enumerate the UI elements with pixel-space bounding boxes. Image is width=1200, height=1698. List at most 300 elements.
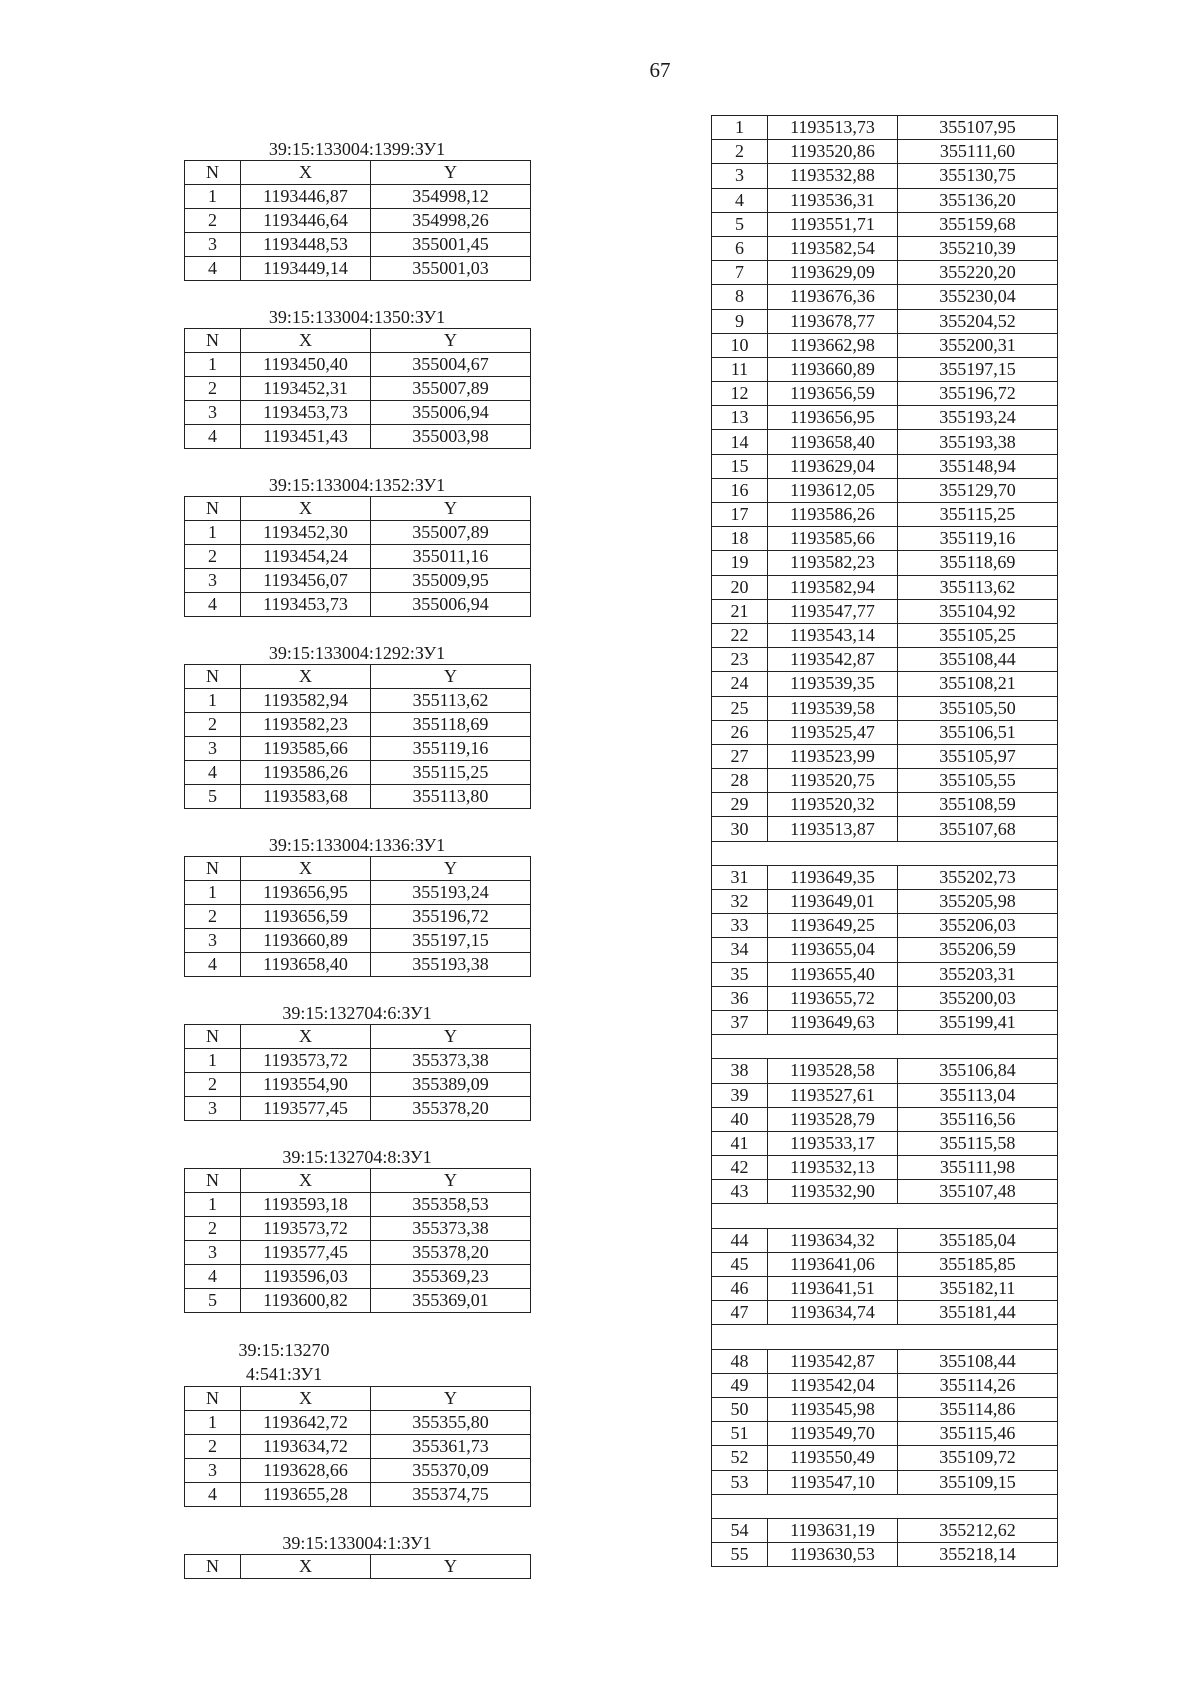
header-y: Y: [371, 665, 531, 689]
empty-cell: [712, 1035, 1058, 1059]
point-number: 49: [712, 1373, 768, 1397]
x-value: 1193642,72: [241, 1411, 371, 1435]
header-row: [185, 161, 531, 185]
point-number: 4: [185, 257, 241, 281]
header-y: Y: [371, 161, 531, 185]
separator-row: [712, 1204, 1058, 1228]
header-row: [185, 857, 531, 881]
point-number: 41: [712, 1131, 768, 1155]
x-value: 1193582,23: [768, 551, 898, 575]
table-row: [712, 1543, 1058, 1567]
x-value: 1193547,10: [768, 1470, 898, 1494]
x-value: 1193525,47: [768, 720, 898, 744]
parcel-block: [184, 642, 530, 809]
x-value: 1193582,94: [241, 689, 371, 713]
point-number: 2: [185, 1435, 241, 1459]
table-row: [185, 593, 531, 617]
x-value: 1193662,98: [768, 333, 898, 357]
y-value: 355001,03: [371, 257, 531, 281]
point-number: 43: [712, 1180, 768, 1204]
table-row: [712, 1010, 1058, 1034]
y-value: 355358,53: [371, 1193, 531, 1217]
table-row: [712, 527, 1058, 551]
table-row: [712, 1083, 1058, 1107]
x-value: 1193660,89: [241, 929, 371, 953]
table-row: [185, 785, 531, 809]
point-number: 4: [185, 761, 241, 785]
table-row: [712, 406, 1058, 430]
point-number: 1: [185, 353, 241, 377]
x-value: 1193452,31: [241, 377, 371, 401]
point-number: 45: [712, 1252, 768, 1276]
point-number: 37: [712, 1010, 768, 1034]
table-row: [185, 257, 531, 281]
point-number: 22: [712, 623, 768, 647]
parcel-block: [184, 1002, 530, 1121]
x-value: 1193629,09: [768, 261, 898, 285]
table-row: [712, 1397, 1058, 1421]
x-value: 1193513,73: [768, 116, 898, 140]
y-value: 355115,25: [371, 761, 531, 785]
y-value: 355006,94: [371, 593, 531, 617]
point-number: 3: [185, 1241, 241, 1265]
table-row: [712, 720, 1058, 744]
x-value: 1193676,36: [768, 285, 898, 309]
x-value: 1193582,23: [241, 713, 371, 737]
point-number: 17: [712, 503, 768, 527]
parcel-caption: 39:15:133004:1292:ЗУ1: [268, 643, 446, 663]
table-row: [712, 1228, 1058, 1252]
parcel-block: [184, 834, 530, 977]
point-number: 51: [712, 1422, 768, 1446]
table-row: [185, 353, 531, 377]
table-row: [712, 865, 1058, 889]
y-value: 355113,80: [371, 785, 531, 809]
point-number: 40: [712, 1107, 768, 1131]
parcel-block: [184, 474, 530, 617]
x-value: 1193656,59: [241, 905, 371, 929]
point-number: 10: [712, 333, 768, 357]
x-value: 1193446,87: [241, 185, 371, 209]
y-value: 355114,86: [898, 1397, 1058, 1421]
separator-row: [712, 1035, 1058, 1059]
separator-row: [712, 841, 1058, 865]
parcel-caption: 39:15:133004:1352:ЗУ1: [268, 475, 446, 495]
x-value: 1193655,28: [241, 1483, 371, 1507]
parcel-caption: 39:15:133004:1399:ЗУ1: [268, 139, 446, 159]
point-number: 3: [712, 164, 768, 188]
table-row: [185, 377, 531, 401]
point-number: 52: [712, 1446, 768, 1470]
table-row: [712, 1107, 1058, 1131]
point-number: 3: [185, 929, 241, 953]
y-value: 355203,31: [898, 962, 1058, 986]
empty-cell: [712, 841, 1058, 865]
point-number: 32: [712, 890, 768, 914]
y-value: 355107,95: [898, 116, 1058, 140]
point-number: 29: [712, 793, 768, 817]
y-value: 355105,50: [898, 696, 1058, 720]
point-number: 5: [712, 212, 768, 236]
x-value: 1193520,32: [768, 793, 898, 817]
y-value: 355230,04: [898, 285, 1058, 309]
y-value: 355105,55: [898, 769, 1058, 793]
point-number: 27: [712, 744, 768, 768]
table-row: [712, 1373, 1058, 1397]
x-value: 1193586,26: [768, 503, 898, 527]
x-value: 1193629,04: [768, 454, 898, 478]
point-number: 15: [712, 454, 768, 478]
coordinates-table: [184, 496, 531, 617]
coordinates-table: [184, 856, 531, 977]
y-value: 354998,26: [371, 209, 531, 233]
point-number: 44: [712, 1228, 768, 1252]
table-row: [185, 209, 531, 233]
header-y: Y: [371, 329, 531, 353]
point-number: 26: [712, 720, 768, 744]
table-row: [712, 890, 1058, 914]
table-row: [185, 761, 531, 785]
y-value: 355113,04: [898, 1083, 1058, 1107]
parcel-block: [184, 1338, 530, 1507]
point-number: 39: [712, 1083, 768, 1107]
x-value: 1193545,98: [768, 1397, 898, 1421]
point-number: 13: [712, 406, 768, 430]
table-row: [185, 233, 531, 257]
point-number: 1: [185, 1411, 241, 1435]
x-value: 1193450,40: [241, 353, 371, 377]
separator-row: [712, 1325, 1058, 1349]
x-value: 1193582,94: [768, 575, 898, 599]
table-row: [185, 1097, 531, 1121]
y-value: 355106,51: [898, 720, 1058, 744]
y-value: 355006,94: [371, 401, 531, 425]
table-row: [712, 1518, 1058, 1542]
x-value: 1193446,64: [241, 209, 371, 233]
y-value: 355202,73: [898, 865, 1058, 889]
x-value: 1193539,58: [768, 696, 898, 720]
x-value: 1193631,19: [768, 1518, 898, 1542]
y-value: 355111,98: [898, 1156, 1058, 1180]
table-row: [185, 713, 531, 737]
point-number: 20: [712, 575, 768, 599]
table-row: [712, 454, 1058, 478]
x-value: 1193547,77: [768, 599, 898, 623]
table-row: [712, 1131, 1058, 1155]
point-number: 12: [712, 382, 768, 406]
x-value: 1193536,31: [768, 188, 898, 212]
header-x: X: [241, 161, 371, 185]
table-row: [185, 1289, 531, 1313]
x-value: 1193527,61: [768, 1083, 898, 1107]
point-number: 1: [185, 185, 241, 209]
table-row: [712, 575, 1058, 599]
y-value: 355159,68: [898, 212, 1058, 236]
x-value: 1193655,04: [768, 938, 898, 962]
table-row: [712, 309, 1058, 333]
table-row: [712, 1252, 1058, 1276]
table-row: [712, 285, 1058, 309]
y-value: 355119,16: [371, 737, 531, 761]
point-number: 42: [712, 1156, 768, 1180]
table-row: [185, 569, 531, 593]
table-row: [712, 938, 1058, 962]
parcel-block: [184, 1532, 530, 1579]
table-row: [712, 648, 1058, 672]
point-number: 4: [185, 953, 241, 977]
y-value: 355104,92: [898, 599, 1058, 623]
header-y: Y: [371, 1025, 531, 1049]
table-row: [712, 817, 1058, 841]
y-value: 355193,24: [898, 406, 1058, 430]
y-value: 355210,39: [898, 236, 1058, 260]
table-row: [712, 333, 1058, 357]
y-value: 355107,48: [898, 1180, 1058, 1204]
x-value: 1193583,68: [241, 785, 371, 809]
x-value: 1193539,35: [768, 672, 898, 696]
header-x: X: [241, 1555, 371, 1579]
header-y: Y: [371, 497, 531, 521]
point-number: 31: [712, 865, 768, 889]
header-row: [185, 329, 531, 353]
header-row: [185, 1387, 531, 1411]
right-column: [711, 115, 1058, 1567]
x-value: 1193520,86: [768, 140, 898, 164]
y-value: 355373,38: [371, 1217, 531, 1241]
empty-cell: [712, 1204, 1058, 1228]
point-number: 1: [712, 116, 768, 140]
table-row: [185, 689, 531, 713]
point-number: 55: [712, 1543, 768, 1567]
point-number: 14: [712, 430, 768, 454]
table-row: [185, 905, 531, 929]
table-row: [712, 503, 1058, 527]
y-value: 355114,26: [898, 1373, 1058, 1397]
x-value: 1193586,26: [241, 761, 371, 785]
x-value: 1193658,40: [768, 430, 898, 454]
parcel-caption: 39:15:133004:1336:ЗУ1: [268, 835, 446, 855]
x-value: 1193542,87: [768, 648, 898, 672]
y-value: 355193,38: [898, 430, 1058, 454]
table-row: [712, 1349, 1058, 1373]
coordinates-table: [184, 664, 531, 809]
table-row: [185, 545, 531, 569]
table-row: [185, 1241, 531, 1265]
y-value: 355115,58: [898, 1131, 1058, 1155]
y-value: 355193,38: [371, 953, 531, 977]
point-number: 2: [712, 140, 768, 164]
x-value: 1193532,90: [768, 1180, 898, 1204]
table-row: [712, 357, 1058, 381]
point-number: 4: [712, 188, 768, 212]
y-value: 355118,69: [898, 551, 1058, 575]
point-number: 53: [712, 1470, 768, 1494]
header-n: N: [185, 161, 241, 185]
x-value: 1193542,04: [768, 1373, 898, 1397]
y-value: 355109,15: [898, 1470, 1058, 1494]
table-row: [712, 1277, 1058, 1301]
y-value: 355204,52: [898, 309, 1058, 333]
table-row: [185, 1459, 531, 1483]
x-value: 1193577,45: [241, 1241, 371, 1265]
table-row: [712, 116, 1058, 140]
header-row: [185, 497, 531, 521]
y-value: 355105,97: [898, 744, 1058, 768]
point-number: 1: [185, 1049, 241, 1073]
y-value: 355200,03: [898, 986, 1058, 1010]
table-row: [712, 382, 1058, 406]
x-value: 1193596,03: [241, 1265, 371, 1289]
table-row: [712, 1301, 1058, 1325]
y-value: 355206,59: [898, 938, 1058, 962]
point-number: 34: [712, 938, 768, 962]
header-x: X: [241, 1025, 371, 1049]
x-value: 1193528,79: [768, 1107, 898, 1131]
x-value: 1193520,75: [768, 769, 898, 793]
parcel-caption: 39:15:132704:6:ЗУ1: [282, 1003, 432, 1023]
table-row: [185, 737, 531, 761]
empty-cell: [712, 1325, 1058, 1349]
parcel-caption: 39:15:133004:1350:ЗУ1: [268, 307, 446, 327]
point-number: 2: [185, 545, 241, 569]
x-value: 1193542,87: [768, 1349, 898, 1373]
x-value: 1193612,05: [768, 478, 898, 502]
table-row: [712, 212, 1058, 236]
y-value: 355369,01: [371, 1289, 531, 1313]
coordinates-table: [184, 1168, 531, 1313]
point-number: 16: [712, 478, 768, 502]
y-value: 355370,09: [371, 1459, 531, 1483]
header-n: N: [185, 857, 241, 881]
header-row: [185, 1555, 531, 1579]
table-row: [712, 914, 1058, 938]
header-row: [185, 1169, 531, 1193]
header-n: N: [185, 1169, 241, 1193]
y-value: 355136,20: [898, 188, 1058, 212]
table-row: [185, 1483, 531, 1507]
y-value: 355108,59: [898, 793, 1058, 817]
point-number: 5: [185, 785, 241, 809]
empty-cell: [712, 1494, 1058, 1518]
y-value: 355009,95: [371, 569, 531, 593]
table-row: [185, 185, 531, 209]
point-number: 3: [185, 737, 241, 761]
point-number: 48: [712, 1349, 768, 1373]
x-value: 1193453,73: [241, 401, 371, 425]
table-row: [185, 425, 531, 449]
point-number: 35: [712, 962, 768, 986]
header-row: [185, 1025, 531, 1049]
point-number: 19: [712, 551, 768, 575]
table-row: [712, 1156, 1058, 1180]
y-value: 355378,20: [371, 1241, 531, 1265]
y-value: 355182,11: [898, 1277, 1058, 1301]
table-row: [712, 696, 1058, 720]
point-number: 18: [712, 527, 768, 551]
point-number: 2: [185, 713, 241, 737]
table-row: [712, 1059, 1058, 1083]
y-value: 355116,56: [898, 1107, 1058, 1131]
x-value: 1193532,88: [768, 164, 898, 188]
table-row: [712, 478, 1058, 502]
y-value: 355007,89: [371, 521, 531, 545]
x-value: 1193533,17: [768, 1131, 898, 1155]
point-number: 2: [185, 1073, 241, 1097]
y-value: 355108,21: [898, 672, 1058, 696]
header-n: N: [185, 329, 241, 353]
x-value: 1193593,18: [241, 1193, 371, 1217]
y-value: 355197,15: [371, 929, 531, 953]
table-row: [185, 1411, 531, 1435]
point-number: 47: [712, 1301, 768, 1325]
x-value: 1193660,89: [768, 357, 898, 381]
y-value: 355108,44: [898, 648, 1058, 672]
y-value: 355220,20: [898, 261, 1058, 285]
table-row: [185, 401, 531, 425]
x-value: 1193628,66: [241, 1459, 371, 1483]
parcel-caption: 39:15:132704:8:ЗУ1: [282, 1147, 432, 1167]
x-value: 1193658,40: [241, 953, 371, 977]
separator-row: [712, 1494, 1058, 1518]
parcel-block: [184, 306, 530, 449]
table-row: [185, 521, 531, 545]
y-value: 355389,09: [371, 1073, 531, 1097]
point-number: 11: [712, 357, 768, 381]
y-value: 355106,84: [898, 1059, 1058, 1083]
table-row: [712, 769, 1058, 793]
y-value: 355185,04: [898, 1228, 1058, 1252]
header-x: X: [241, 1169, 371, 1193]
page-number: 67: [649, 58, 671, 82]
point-number: 4: [185, 593, 241, 617]
x-value: 1193554,90: [241, 1073, 371, 1097]
point-number: 9: [712, 309, 768, 333]
header-x: X: [241, 857, 371, 881]
point-number: 1: [185, 881, 241, 905]
y-value: 355355,80: [371, 1411, 531, 1435]
y-value: 355003,98: [371, 425, 531, 449]
x-value: 1193452,30: [241, 521, 371, 545]
x-value: 1193449,14: [241, 257, 371, 281]
x-value: 1193634,72: [241, 1435, 371, 1459]
x-value: 1193528,58: [768, 1059, 898, 1083]
point-number: 2: [185, 1217, 241, 1241]
y-value: 355199,41: [898, 1010, 1058, 1034]
point-number: 21: [712, 599, 768, 623]
y-value: 355378,20: [371, 1097, 531, 1121]
x-value: 1193655,72: [768, 986, 898, 1010]
x-value: 1193649,63: [768, 1010, 898, 1034]
table-row: [185, 1435, 531, 1459]
x-value: 1193656,59: [768, 382, 898, 406]
y-value: 355118,69: [371, 713, 531, 737]
y-value: 355011,16: [371, 545, 531, 569]
x-value: 1193549,70: [768, 1422, 898, 1446]
y-value: 355361,73: [371, 1435, 531, 1459]
y-value: 355185,85: [898, 1252, 1058, 1276]
header-row: [185, 665, 531, 689]
table-row: [712, 962, 1058, 986]
y-value: 355196,72: [898, 382, 1058, 406]
y-value: 355206,03: [898, 914, 1058, 938]
x-value: 1193550,49: [768, 1446, 898, 1470]
point-number: 3: [185, 401, 241, 425]
table-row: [185, 929, 531, 953]
point-number: 8: [712, 285, 768, 309]
x-value: 1193678,77: [768, 309, 898, 333]
x-value: 1193453,73: [241, 593, 371, 617]
point-number: 23: [712, 648, 768, 672]
